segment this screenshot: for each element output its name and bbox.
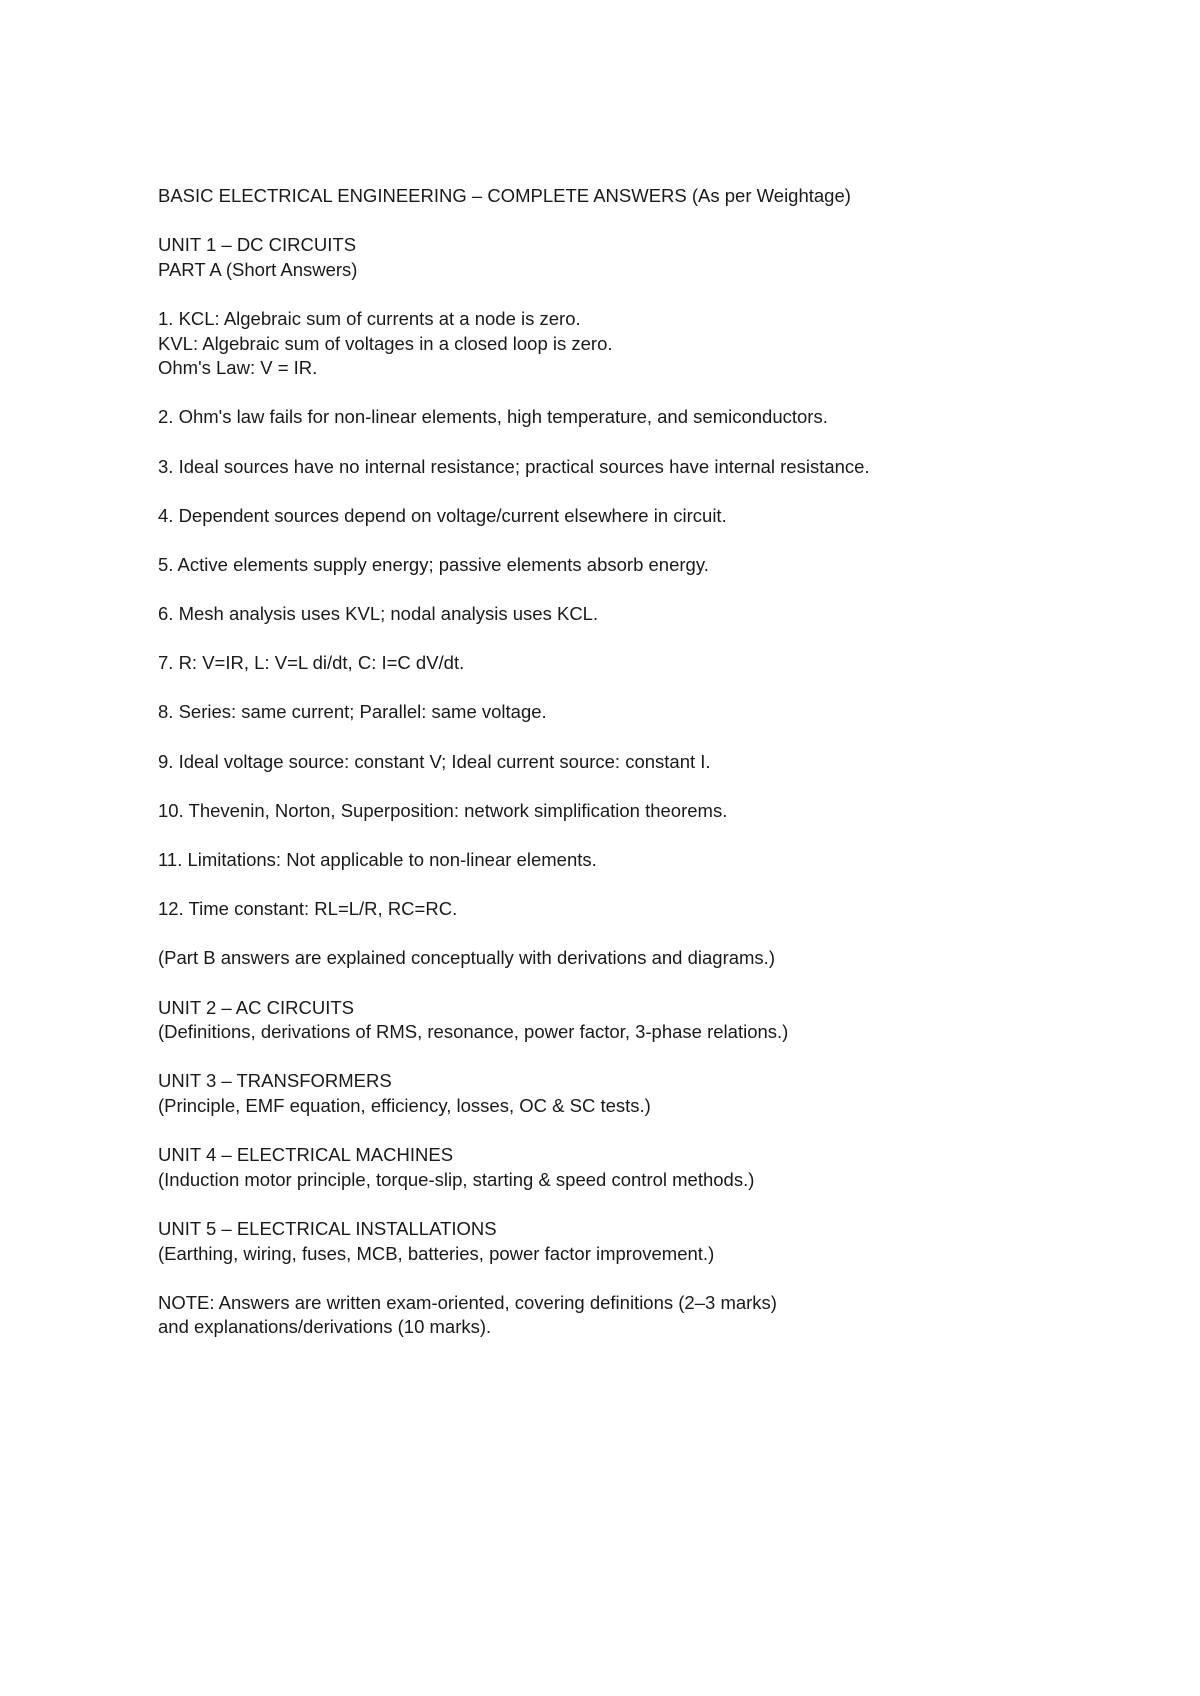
spacer (158, 1266, 1158, 1291)
answer-8: 8. Series: same current; Parallel: same voltage. (158, 701, 547, 723)
answer-11: 11. Limitations: Not applicable to non-linear elements. (158, 849, 597, 871)
spacer (158, 971, 1158, 996)
unit4-summary: (Induction motor principle, torque-slip, starting & speed control methods.) (158, 1168, 755, 1190)
unit5-summary: (Earthing, wiring, fuses, MCB, batteries, power factor improvement.) (158, 1242, 715, 1264)
unit5-heading: UNIT 5 – ELECTRICAL INSTALLATIONS (158, 1217, 497, 1239)
answer-7: 7. R: V=IR, L: V=L di/dt, C: I=C dV/dt. (158, 652, 465, 674)
spacer (158, 1119, 1158, 1144)
spacer (158, 1192, 1158, 1217)
unit4-heading: UNIT 4 – ELECTRICAL MACHINES (158, 1144, 454, 1166)
unit3-heading: UNIT 3 – TRANSFORMERS (158, 1070, 392, 1092)
spacer (158, 725, 1158, 750)
answer-12: 12. Time constant: RL=L/R, RC=RC. (158, 898, 458, 920)
spacer (158, 823, 1158, 848)
answer-3: 3. Ideal sources have no internal resistance; practical sources have internal resistance. (158, 455, 870, 477)
unit1-subheading: PART A (Short Answers) (158, 258, 358, 280)
unit2-heading: UNIT 2 – AC CIRCUITS (158, 996, 355, 1018)
spacer (158, 922, 1158, 947)
document-body (158, 184, 1158, 1340)
spacer (158, 282, 1158, 307)
answer-1-line-2: KVL: Algebraic sum of voltages in a closed loop is zero. (158, 332, 613, 354)
answer-1-line-3: Ohm's Law: V = IR. (158, 357, 318, 379)
spacer (158, 873, 1158, 898)
spacer (158, 528, 1158, 553)
spacer (158, 479, 1158, 504)
spacer (158, 381, 1158, 406)
note-line-1: NOTE: Answers are written exam-oriented, covering definitions (2–3 marks) (158, 1291, 777, 1313)
answer-5: 5. Active elements supply energy; passive elements absorb energy. (158, 553, 709, 575)
part-b-note: (Part B answers are explained conceptually with derivations and diagrams.) (158, 947, 775, 969)
document-title: BASIC ELECTRICAL ENGINEERING – COMPLETE ANSWERS (As per Weightage) (158, 185, 851, 206)
unit3-summary: (Principle, EMF equation, efficiency, losses, OC & SC tests.) (158, 1094, 651, 1116)
answer-10: 10. Thevenin, Norton, Superposition: network simplification theorems. (158, 799, 728, 821)
spacer (158, 1045, 1158, 1070)
answer-4: 4. Dependent sources depend on voltage/current elsewhere in circuit. (158, 504, 727, 526)
unit1-heading: UNIT 1 – DC CIRCUITS (158, 234, 357, 256)
spacer (158, 578, 1158, 603)
unit2-summary: (Definitions, derivations of RMS, resonance, power factor, 3-phase relations.) (158, 1021, 789, 1043)
answer-2: 2. Ohm's law fails for non-linear elements, high temperature, and semiconductors. (158, 406, 828, 428)
spacer (158, 774, 1158, 799)
spacer (158, 430, 1158, 455)
note-line-2: and explanations/derivations (10 marks). (158, 1316, 492, 1338)
spacer (158, 209, 1158, 234)
answer-1-line-1: 1. KCL: Algebraic sum of currents at a node is zero. (158, 307, 581, 329)
spacer (158, 627, 1158, 652)
answer-9: 9. Ideal voltage source: constant V; Ideal current source: constant I. (158, 750, 711, 772)
spacer (158, 676, 1158, 701)
answer-6: 6. Mesh analysis uses KVL; nodal analysis uses KCL. (158, 603, 599, 625)
